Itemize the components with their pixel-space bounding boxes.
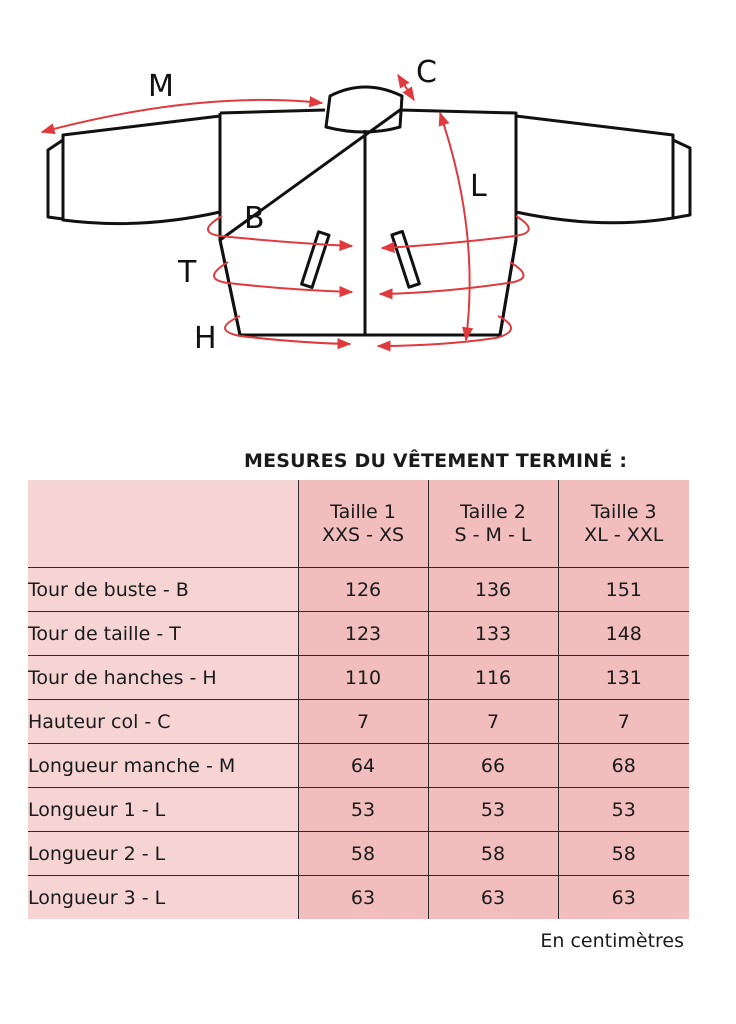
label-m: M (148, 69, 174, 104)
right-pocket (392, 231, 419, 287)
table-row (28, 788, 689, 832)
table-header-row (28, 480, 689, 568)
size-chart-table (28, 480, 689, 919)
left-pocket (302, 232, 329, 288)
row-label: Longueur 1 - L (28, 788, 298, 832)
arrow-m (42, 100, 322, 132)
header-size-1 (298, 480, 428, 568)
row-value: 133 (428, 612, 558, 656)
left-sleeve (63, 116, 220, 224)
row-value: 116 (428, 656, 558, 700)
row-value: 7 (428, 700, 558, 744)
row-label: Hauteur col - C (28, 700, 298, 744)
table-row (28, 656, 689, 700)
table-row (28, 832, 689, 876)
table-row (28, 876, 689, 920)
row-label: Longueur manche - M (28, 744, 298, 788)
header-size-2 (428, 480, 558, 568)
row-value: 110 (298, 656, 428, 700)
label-c: C (416, 55, 437, 90)
unit-note: En centimètres (540, 930, 684, 952)
row-value: 58 (558, 832, 689, 876)
right-sleeve (516, 116, 673, 223)
table-row (28, 700, 689, 744)
arrow-t-left (214, 262, 352, 292)
label-h: H (194, 321, 217, 356)
row-value: 136 (428, 568, 558, 612)
label-l: L (470, 169, 487, 204)
header-size-2-name: Taille 2 (460, 500, 526, 523)
row-value: 151 (558, 568, 689, 612)
row-value: 123 (298, 612, 428, 656)
table-row (28, 568, 689, 612)
row-value: 53 (428, 788, 558, 832)
row-label: Tour de hanches - H (28, 656, 298, 700)
header-size-1-range: XXS - XS (321, 523, 405, 546)
row-value: 63 (298, 876, 428, 920)
jacket-measurement-diagram (0, 0, 736, 400)
header-size-2-range: S - M - L (454, 523, 532, 546)
row-value: 64 (298, 744, 428, 788)
row-value: 53 (558, 788, 689, 832)
label-b: B (244, 201, 265, 236)
table-row (28, 612, 689, 656)
row-value: 131 (558, 656, 689, 700)
arrow-h-right (378, 316, 511, 346)
arrow-h-left (225, 316, 350, 344)
row-value: 7 (298, 700, 428, 744)
row-label: Tour de taille - T (28, 612, 298, 656)
header-size-3-range: XL - XXL (584, 523, 664, 546)
row-value: 148 (558, 612, 689, 656)
row-value: 7 (558, 700, 689, 744)
row-value: 66 (428, 744, 558, 788)
row-value: 63 (558, 876, 689, 920)
row-label: Longueur 3 - L (28, 876, 298, 920)
row-value: 126 (298, 568, 428, 612)
table-row (28, 744, 689, 788)
row-label: Tour de buste - B (28, 568, 298, 612)
label-t: T (178, 255, 197, 290)
table-title: MESURES DU VÊTEMENT TERMINÉ : (244, 450, 628, 472)
row-value: 63 (428, 876, 558, 920)
header-size-1-name: Taille 1 (330, 500, 396, 523)
right-cuff (673, 140, 690, 218)
row-value: 53 (298, 788, 428, 832)
arrow-b-left (208, 216, 352, 246)
row-label: Longueur 2 - L (28, 832, 298, 876)
header-size-3-name: Taille 3 (590, 500, 657, 523)
row-value: 58 (428, 832, 558, 876)
header-corner-cell (28, 480, 298, 568)
collar (326, 87, 402, 132)
header-size-3 (558, 480, 689, 568)
jacket-outline (48, 87, 690, 335)
left-cuff (48, 140, 63, 219)
arrow-l (440, 113, 470, 340)
row-value: 58 (298, 832, 428, 876)
row-value: 68 (558, 744, 689, 788)
measurement-arrows (42, 75, 529, 346)
